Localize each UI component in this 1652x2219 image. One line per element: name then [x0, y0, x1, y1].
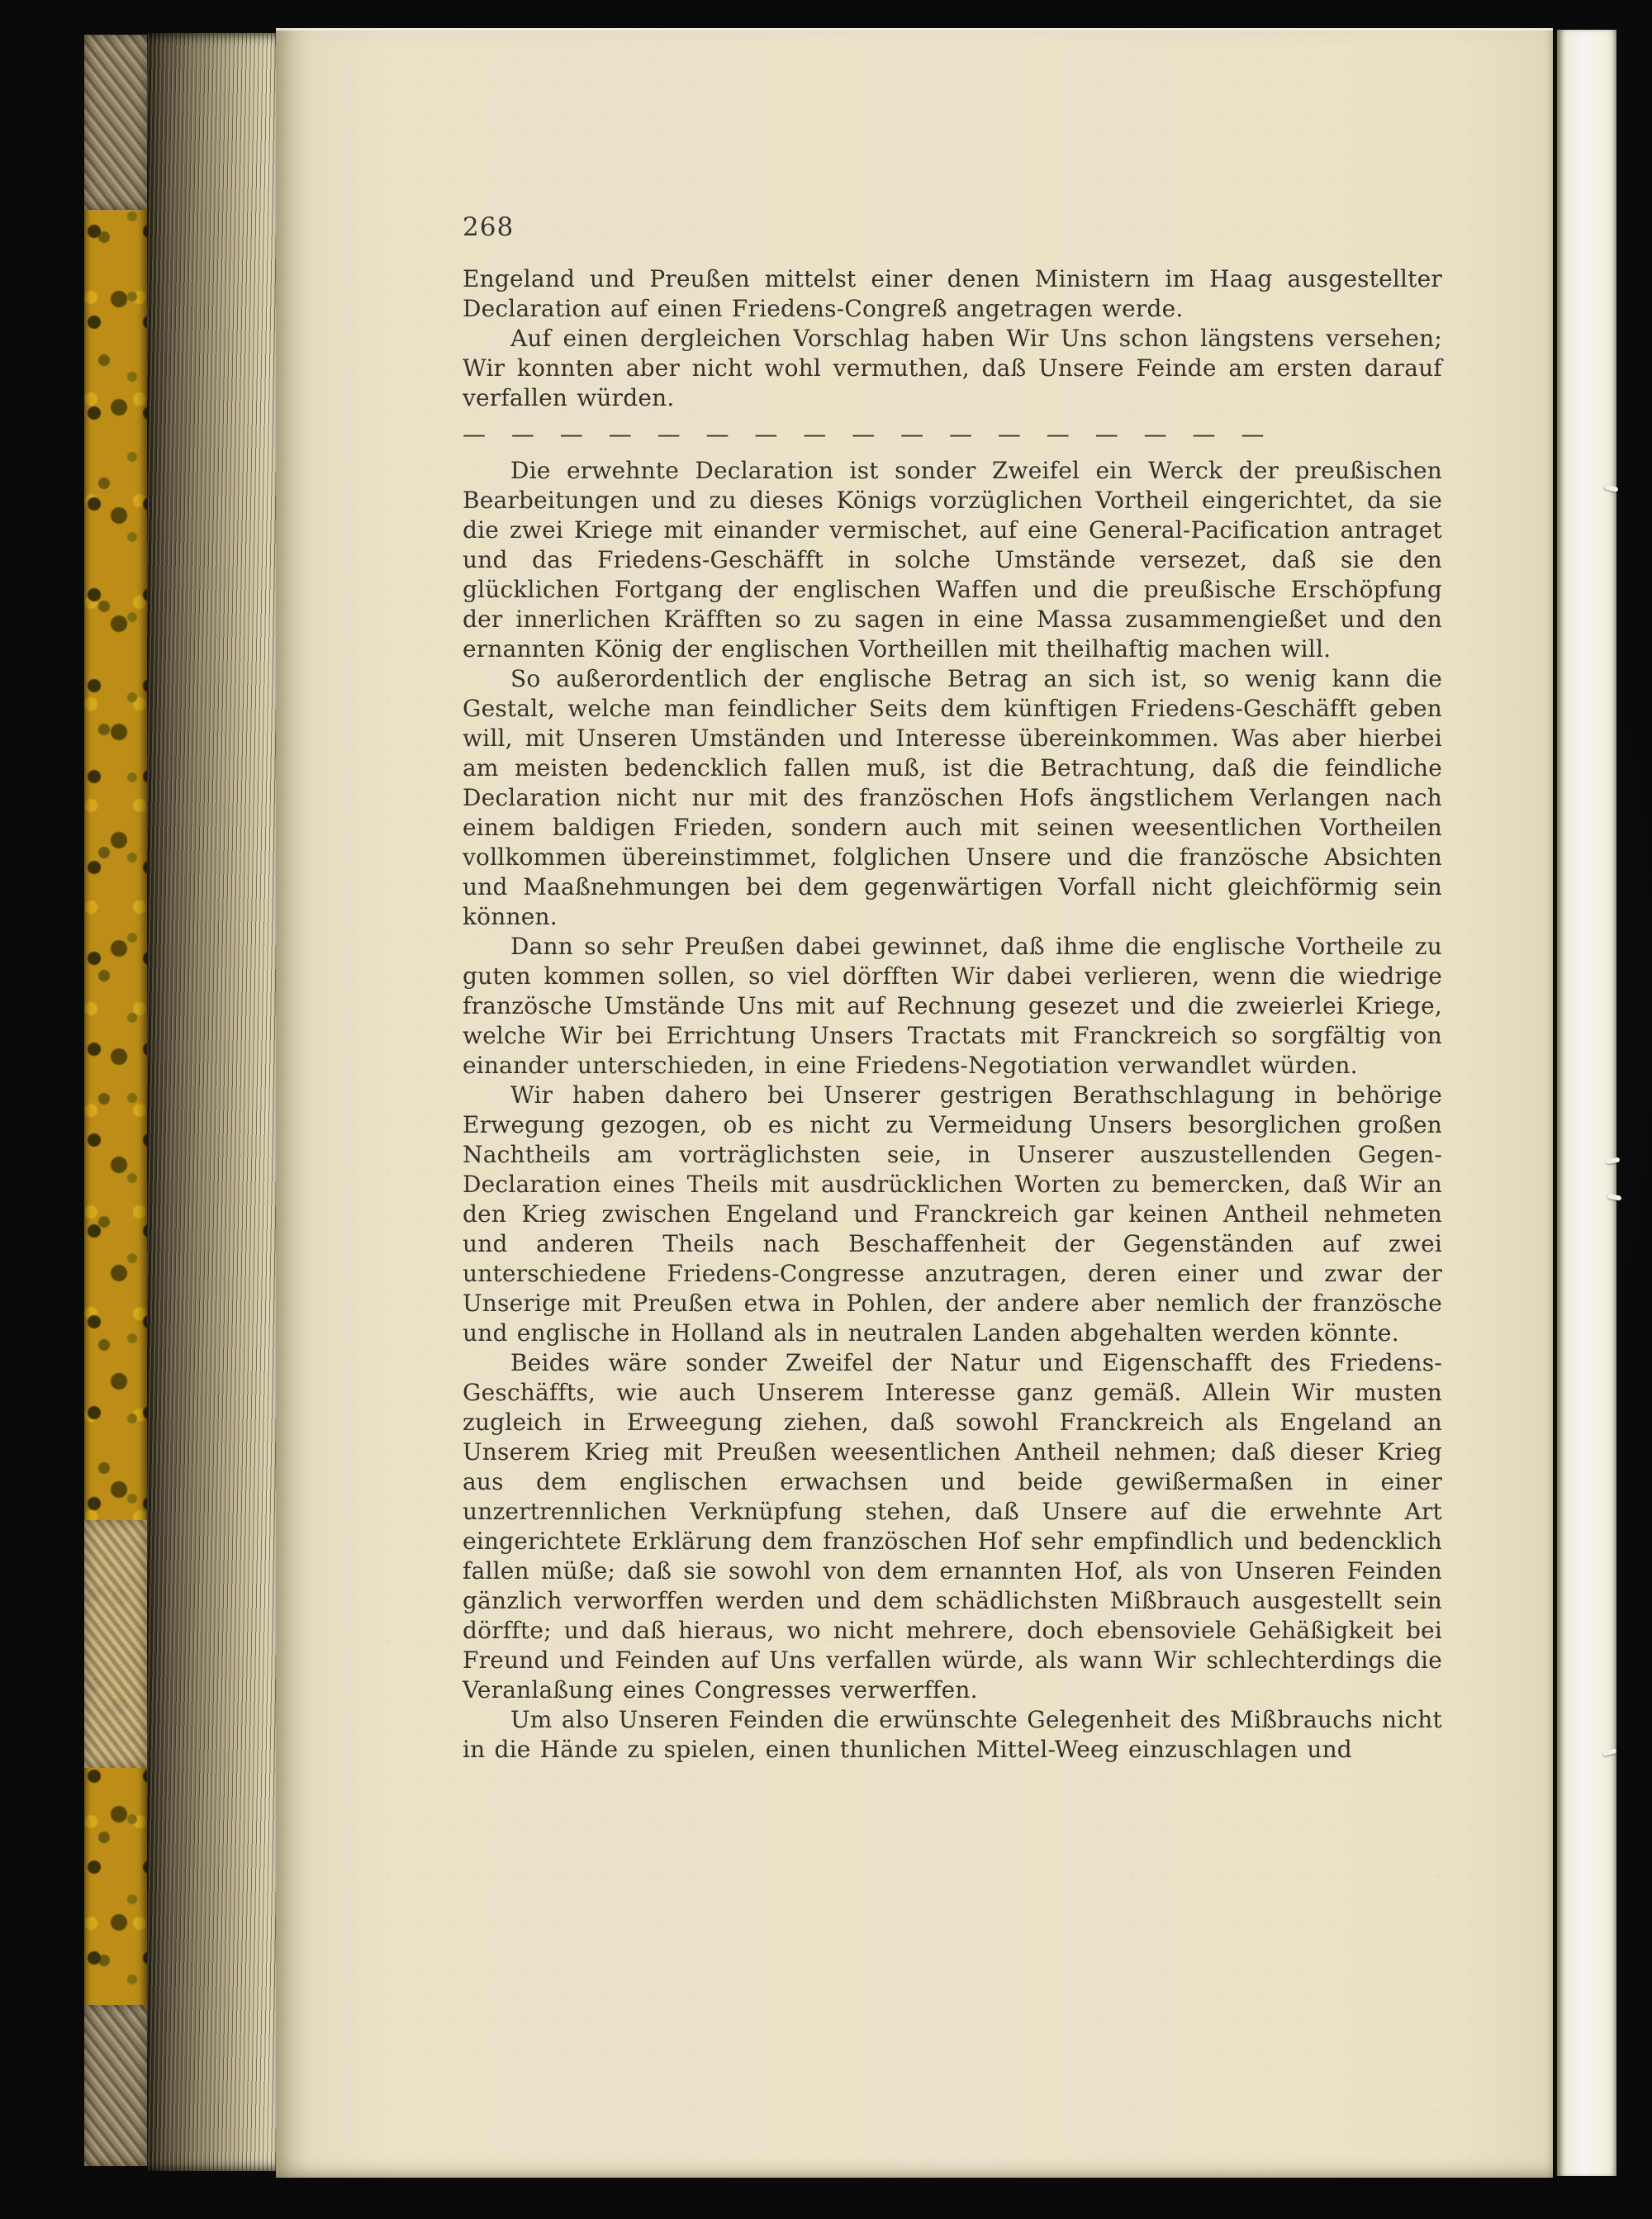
text-block	[463, 213, 1442, 1765]
paragraph: Auf einen dergleichen Vorschlag haben Wir Uns schon längstens versehen; Wir konnten aber nicht wohl vermuthen, daß Unsere Feinde am ersten darauf verfallen würden.	[463, 325, 1442, 411]
paragraph: So außerordentlich der englische Betrag an sich ist, so wenig kann die Gestalt, welche man feindlicher Seits dem künftigen Friedens-Geschäfft geben will, mit Unseren Umständen und Interesse übereinkommen. Was aber hierbei am meisten bedencklich fallen muß, ist die Betrachtung, daß die feindliche Declaration nicht nur mit des französchen Hofs ängstlichem Verlangen nach einem baldigen Frieden, sondern auch mit seinen weesentlichen Vortheilen vollkommen übereinstimmet, folglichen Unsere und die französche Absichten und Maaßnehmungen bei dem gegenwärtigen Vorfall nicht gleichförmig sein können.	[463, 665, 1442, 930]
paragraph: Beides wäre sonder Zweifel der Natur und Eigenschafft des Friedens-Geschäffts, wie auch Unserem Interesse ganz gemäß. Allein Wir musten zugleich in Erweegung ziehen, daß sowohl Franckreich als Engeland an Unserem Krieg mit Preußen weesentlichen Antheil nehmen; daß dieser Krieg aus dem englischen erwachsen und beide gewißermaßen in einer unzertrennlichen Verknüpfung stehen, daß Unsere auf die erwehnte Art eingerichtete Erklärung dem französchen Hof sehr empfindlich und bedencklich fallen müße; daß sie sowohl von dem ernannten Hof, als von Unseren Feinden gänzlich verworffen werden und dem schädlichsten Mißbrauch ausgestellt sein dörffte; und daß hieraus, wo nicht mehrere, doch ebensoviele Gehäßigkeit bei Freund und Feinden auf Uns verfallen würde, als wann Wir schlechterdings die Veranlaßung eines Congresses verwerffen.	[463, 1349, 1442, 1703]
cover-corner-stripes-top	[84, 35, 147, 210]
paragraph: Um also Unseren Feinden die erwünschte Gelegenheit des Mißbrauchs nicht in die Hände zu spielen, einen thunlichen Mittel-Weeg einzuschlagen und	[463, 1706, 1442, 1763]
paragraph: Engeland und Preußen mittelst einer denen Ministern im Haag ausgestellter Declaration auf einen Friedens-Congreß angetragen werde.	[463, 265, 1442, 322]
page-stack-edges	[147, 33, 276, 2171]
book-spine-marbled-cover	[84, 35, 147, 2166]
paragraph: Die erwehnte Declaration ist sonder Zweifel ein Werck der preußischen Bearbeitungen und zu dieses Königs vorzüglichen Vortheil eingerichtet, da sie die zwei Kriege mit einander vermischet, auf eine General-Pacification antraget und das Friedens-Geschäfft in solche Umstände versezet, daß sie den glücklichen Fortgang der englischen Waffen und die preußische Erschöpfung der innerlichen Kräfften so zu sagen in eine Massa zusammengießet und den ernannten König der englischen Vortheillen mit theilhaftig machen will.	[463, 457, 1442, 663]
paragraph: Dann so sehr Preußen dabei gewinnet, daß ihme die englische Vortheile zu guten kommen sollen, so viel dörfften Wir dabei verlieren, wenn die wiedrige französche Umstände Uns mit auf Rechnung gesezet und die zweierlei Kriege, welche Wir bei Errichtung Unsers Tractats mit Franckreich so sorgfältig von einander unterschieden, in eine Friedens-Negotiation verwandlet würden.	[463, 933, 1442, 1079]
section-separator-dashes: — — — — — — — — — — — — — — — — —	[463, 421, 1265, 448]
page-number: 268	[463, 212, 515, 242]
cover-corner-stripes-bottom	[84, 2005, 147, 2166]
paragraph: Wir haben dahero bei Unserer gestrigen Berathschlagung in behörige Erwegung gezogen, ob es nicht zu Vermeidung Unsers besorglichen großen Nachtheils am vorträglichsten seie, in Unserer auszustellenden Gegen-Declaration eines Theils mit ausdrücklichen Worten zu bemercken, daß Wir an den Krieg zwischen Engeland und Franckreich gar keinen Antheil nehmeten und anderen Theils nach Beschaffenheit der Gegenständen auf zwei unterschiedene Friedens-Congresse anzutragen, deren einer und zwar der Unserige mit Preußen etwa in Pohlen, der andere aber nemlich der französche und englische in Holland als in neutralen Landen abgehalten werden könnte.	[463, 1081, 1442, 1347]
book-page	[276, 28, 1553, 2178]
paragraphs	[463, 264, 1442, 1765]
next-page-edge	[1557, 30, 1616, 2176]
cover-worn-band	[84, 1520, 147, 1768]
